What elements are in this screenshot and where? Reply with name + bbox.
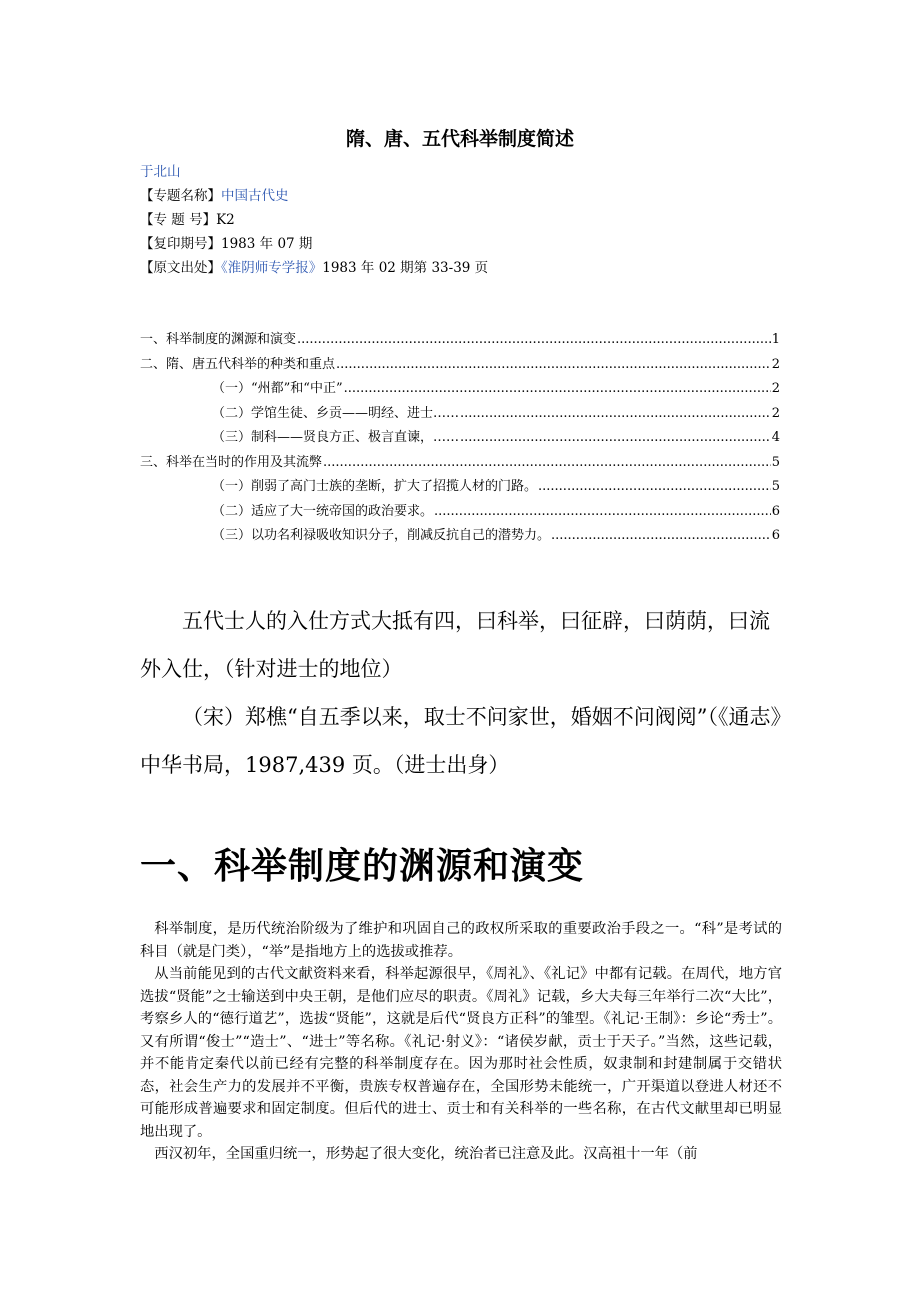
toc-entry-text: （一）“州都”和“中正”: [212, 381, 343, 396]
toc-entry-text: （二）学馆生徒、乡贡——明经、进士……: [212, 405, 460, 421]
issue-label: 【复印期号】: [140, 236, 221, 252]
author-notes: [140, 597, 782, 789]
code-value: K2: [216, 212, 235, 228]
toc-leader: [297, 332, 771, 347]
source-label: 【原文出处】: [140, 260, 221, 276]
body-text: [140, 918, 782, 1166]
issue-row: [140, 232, 488, 256]
topic-label: 【专题名称】: [140, 188, 221, 204]
toc-entry-page: 6: [771, 528, 780, 543]
source-journal-link[interactable]: 淮阴师专学报: [227, 260, 309, 276]
code-row: [140, 208, 488, 232]
toc-entry-page: 6: [771, 503, 780, 519]
toc-subentry[interactable]: [140, 475, 780, 500]
topic-link[interactable]: 中国古代史: [221, 188, 289, 204]
toc-entry-text: （三）以功名利禄吸收知识分子，削减反抗自己的潜势力。: [212, 528, 551, 543]
body-paragraph: 从当前能见到的古代文献资料来看，科举起源很早，《周礼》、《礼记》中都有记载。在周代，地方官选拔“贤能”之士输送到中央王朝，是他们应尽的职责。《周礼》记载，乡大夫每三年举行二次“大比”，考察乡人的“德行道艺”，选拔“贤能”，这就是后代“贤良方正科”的雏型。《礼记·王制》：乡论“秀士”。又有所谓“俊士”“造士”、“进士”等名称。《礼记·射义》：“诸侯岁献，贡士于天子。”当然，这些记载，并不能肯定秦代以前已经有完整的科举制度存在。因为那时社会性质，奴隶制和封建制属于交错状态，社会生产力的发展并不平衡，贵族专权普遍存在，全国形势未能统一，广开渠道以登进人材还不可能形成普遍要求和固定制度。但后代的进士、贡士和有关科举的一些名称，在古代文献里却已明显地出现了。: [140, 966, 782, 1140]
source-row: [140, 256, 488, 280]
body-paragraph: 西汉初年，全国重归统一，形势起了很大变化，统治者已注意及此。汉高祖十一年（前: [154, 1146, 698, 1162]
toc-entry-page: 2: [771, 405, 780, 421]
issue-value: 1983 年 07 期: [221, 236, 313, 252]
body-paragraph: 科举制度，是历代统治阶级为了维护和巩固自己的政权所采取的重要政治手段之一。“科”是考试的科目（就是门类），“举”是指地方上的选拔或推荐。: [140, 921, 782, 960]
toc-entry-page: 5: [771, 454, 780, 470]
toc-entry-text: 二、隋、唐五代科举的种类和重点: [140, 356, 336, 372]
toc-entry-page: 5: [771, 479, 780, 494]
table-of-contents: [140, 328, 780, 549]
source-open: 《: [221, 260, 228, 276]
toc-entry[interactable]: [140, 451, 780, 476]
toc-entry-page: 1: [771, 332, 780, 347]
toc-entry[interactable]: [140, 328, 780, 353]
toc-leader: [434, 504, 771, 519]
toc-leader: [538, 479, 771, 494]
topic-row: [140, 184, 488, 208]
author-row: [140, 160, 488, 184]
toc-entry-page: 2: [771, 381, 780, 396]
toc-leader: [551, 528, 771, 543]
toc-leader: [460, 406, 771, 421]
toc-subentry[interactable]: [140, 426, 780, 451]
source-rest: 1983 年 02 期第 33-39 页: [322, 260, 489, 276]
toc-entry-text: （一）削弱了高门士族的垄断，扩大了招揽人材的门路。: [212, 479, 538, 494]
toc-subentry[interactable]: [140, 402, 780, 427]
note-paragraph: （宋）郑樵“自五季以来，取士不问家世，婚姻不问阀阅”（《通志》中华书局，1987,439 页。（进士出身）: [140, 705, 781, 777]
toc-leader: [460, 430, 771, 445]
article-meta: [140, 160, 488, 280]
toc-entry-text: （二）适应了大一统帝国的政治要求。: [212, 503, 434, 519]
toc-entry-text: 一、科举制度的渊源和演变: [140, 332, 297, 347]
document-title: 隋、唐、五代科举制度简述: [345, 128, 574, 150]
toc-leader: [344, 381, 771, 396]
toc-entry-page: 2: [771, 356, 780, 372]
toc-leader: [323, 455, 771, 470]
toc-subentry[interactable]: [140, 377, 780, 402]
toc-entry-page: 4: [771, 430, 780, 445]
toc-subentry[interactable]: [140, 500, 780, 525]
toc-subentry[interactable]: [140, 524, 780, 549]
toc-leader: [336, 357, 771, 372]
section-heading: 一、科举制度的渊源和演变: [140, 846, 585, 887]
toc-entry-text: （三）制科——贤良方正、极言直谏，……: [212, 430, 460, 445]
toc-entry-text: 三、科举在当时的作用及其流弊: [140, 454, 323, 470]
toc-entry[interactable]: [140, 353, 780, 378]
code-label: 【专 题 号】: [140, 212, 217, 228]
author-link[interactable]: 于北山: [140, 164, 181, 180]
note-paragraph: 五代士人的入仕方式大抵有四，曰科举，曰征辟，曰荫荫，曰流外入仕，（针对进士的地位）: [140, 609, 770, 681]
source-close: 》: [308, 260, 323, 276]
